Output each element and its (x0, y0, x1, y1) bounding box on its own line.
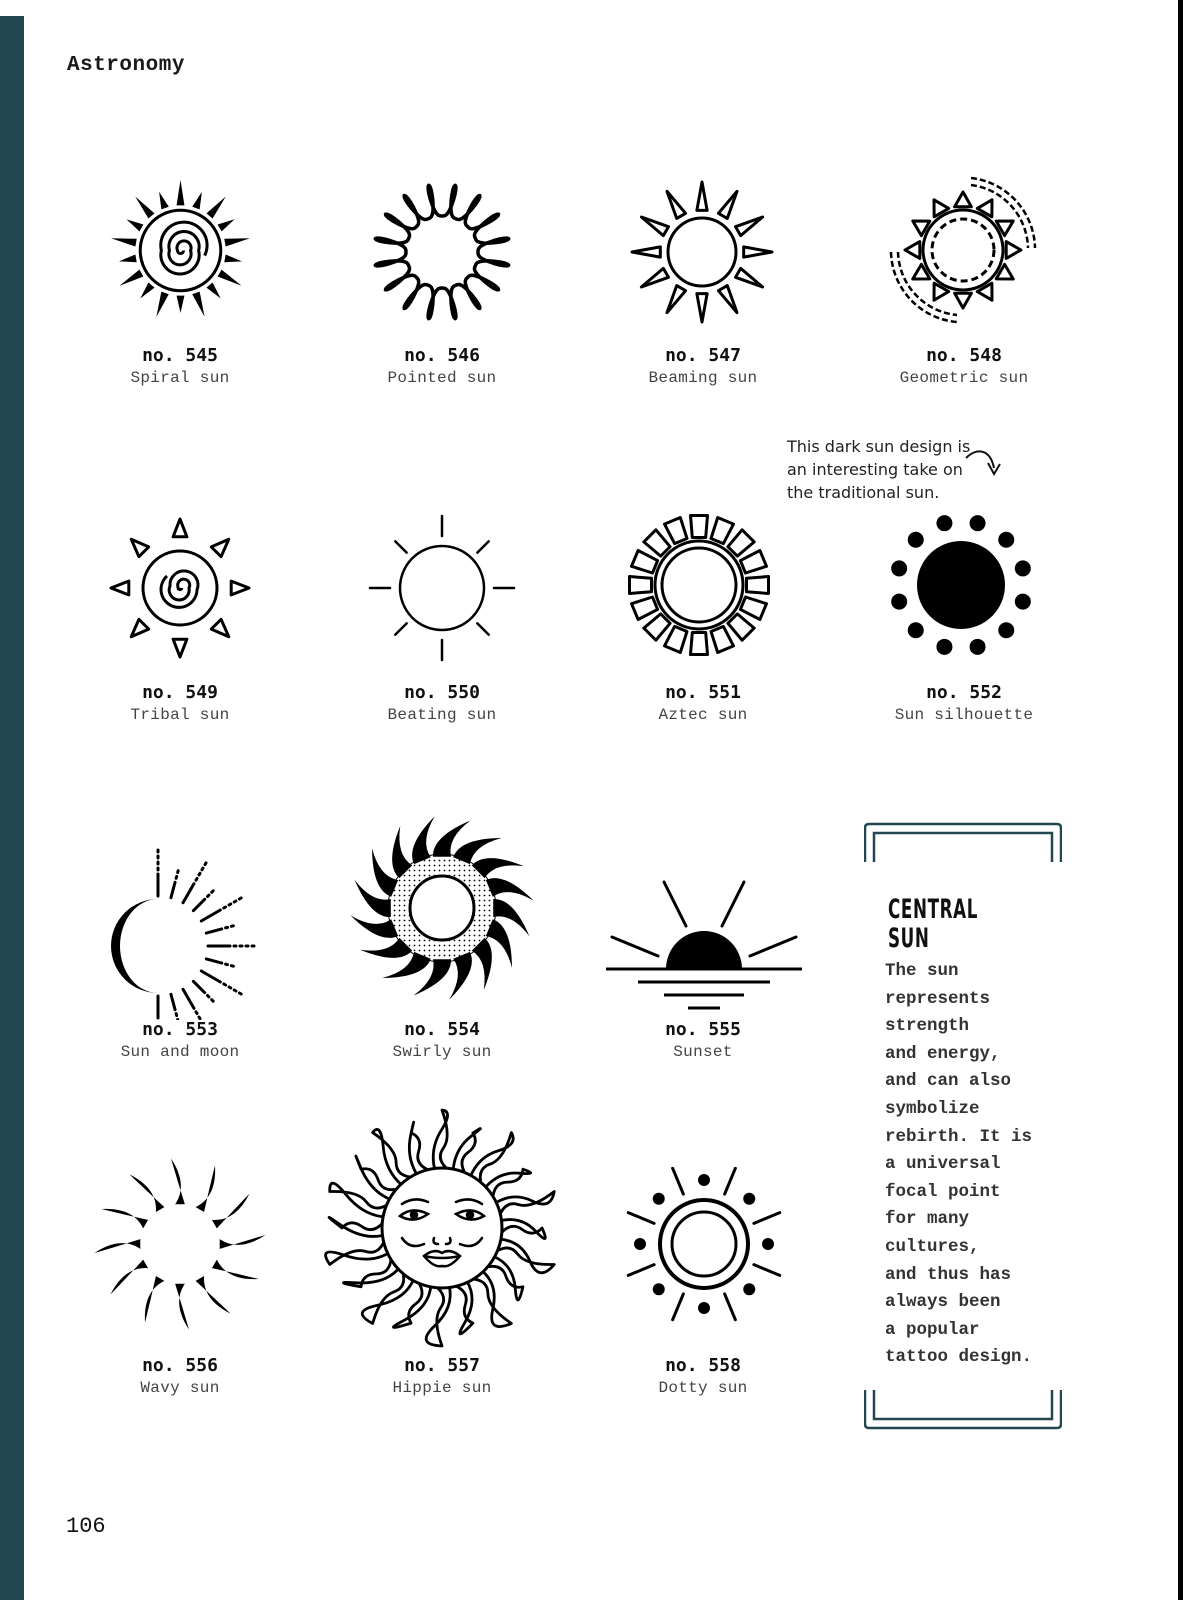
dot (970, 639, 986, 655)
block (630, 577, 652, 594)
ray (697, 294, 707, 322)
ray (641, 268, 668, 287)
ray (171, 1158, 185, 1204)
design-name: Sun silhouette (894, 706, 1034, 724)
ray (736, 268, 763, 287)
design-name: Dotty sun (658, 1379, 748, 1397)
block (665, 626, 688, 652)
ray (156, 292, 168, 317)
dot (891, 594, 907, 610)
block (691, 516, 708, 538)
ray (433, 1110, 449, 1170)
ray (175, 1284, 189, 1330)
ray (500, 1220, 546, 1239)
sunset-illustration (604, 872, 804, 1012)
ray (171, 994, 178, 1020)
ray (330, 1183, 390, 1217)
annotation-line: This dark sun design is (787, 437, 971, 456)
ray (110, 1260, 148, 1295)
ray (131, 619, 149, 637)
ray (495, 1239, 555, 1273)
ray (725, 1168, 736, 1194)
design-name: Geometric sun (899, 369, 1029, 387)
ray (955, 293, 972, 308)
ray (171, 871, 178, 898)
wavy-sun-illustration (92, 1156, 268, 1332)
ray (632, 247, 660, 257)
ray (101, 1209, 148, 1229)
design-caption-554 (332, 1019, 552, 1063)
sidebar-title-line: CENTRAL (888, 894, 979, 925)
design-caption-547 (593, 345, 813, 389)
dot (762, 1238, 774, 1250)
dot (998, 532, 1014, 548)
block (740, 551, 766, 574)
design-number: no. 554 (404, 1019, 480, 1040)
design-name: Swirly sun (392, 1043, 492, 1061)
ray (224, 254, 242, 262)
ray (495, 1192, 555, 1217)
ray (453, 1281, 473, 1334)
ray (718, 191, 737, 218)
ray (192, 192, 202, 210)
ray (725, 1294, 736, 1320)
ray (212, 1193, 250, 1228)
beaming-sun-illustration (630, 180, 774, 324)
design-name: Pointed sun (387, 369, 497, 387)
dot (1015, 560, 1031, 576)
block (644, 530, 670, 556)
ray (718, 286, 737, 313)
design-name: Sunset (673, 1043, 733, 1061)
annotation-line: an interesting take on (787, 460, 963, 479)
ray (628, 1265, 654, 1276)
dot (998, 622, 1014, 638)
dot (908, 532, 924, 548)
ray (206, 926, 233, 933)
dot (634, 1238, 646, 1250)
block (632, 551, 658, 574)
design-number: no. 547 (665, 345, 741, 366)
design-number: no. 555 (665, 1019, 741, 1040)
design-caption-545 (70, 345, 290, 389)
design-number: no. 549 (142, 682, 218, 703)
ray (736, 217, 763, 236)
dot (743, 1193, 755, 1205)
design-number: no. 552 (926, 682, 1002, 703)
ray (667, 286, 686, 313)
ray (211, 539, 229, 557)
block (711, 518, 734, 544)
design-caption-550 (332, 682, 552, 726)
design-name: Spiral sun (130, 369, 230, 387)
ray (173, 639, 187, 657)
ray (220, 1235, 266, 1249)
dot (1015, 594, 1031, 610)
design-number: no. 546 (404, 345, 480, 366)
ray (193, 891, 213, 911)
ray (395, 623, 406, 634)
ray (744, 247, 772, 257)
ray (955, 192, 972, 207)
ray (667, 191, 686, 218)
ray (145, 1276, 165, 1323)
hippie-sun-illustration (320, 1106, 564, 1350)
design-number: no. 548 (926, 345, 1002, 366)
curved-arrow-down-icon (962, 446, 1006, 482)
design-name: Hippie sun (392, 1379, 492, 1397)
design-caption-558 (593, 1355, 813, 1399)
dot (653, 1283, 665, 1295)
design-name: Sun and moon (120, 1043, 240, 1061)
ray (183, 863, 206, 903)
dot (743, 1283, 755, 1295)
dotty-sun-illustration (620, 1160, 788, 1328)
ray (628, 1213, 654, 1224)
design-number: no. 550 (404, 682, 480, 703)
page-edge-strip (0, 16, 24, 1600)
design-number: no. 551 (665, 682, 741, 703)
design-caption-553 (70, 1019, 290, 1063)
aztec-sun-illustration (626, 512, 772, 658)
ray (111, 238, 137, 246)
ray (177, 180, 185, 205)
dot (891, 560, 907, 576)
ray (409, 1122, 431, 1175)
dot (908, 622, 924, 638)
dot (653, 1193, 665, 1205)
spiral-sun-illustration (108, 178, 253, 323)
ray (119, 270, 143, 286)
block (644, 614, 670, 640)
ray (206, 197, 225, 219)
block (711, 626, 734, 652)
sidebar-body: The sun represents strength and energy, and can also symbolize rebirth. It is a universal focal point for many cultures, and thus has always been a popular tattoo design. (885, 961, 1033, 1368)
design-caption-546 (332, 345, 552, 389)
ray (126, 219, 143, 231)
ray (173, 519, 187, 537)
ray (754, 1265, 780, 1276)
block (728, 530, 754, 556)
ray (329, 1217, 384, 1236)
swirly-sun-illustration (346, 812, 538, 1004)
ray (1006, 242, 1021, 259)
ray (211, 619, 229, 637)
sidebar-title-line: SUN (888, 923, 930, 954)
beating-sun-illustration (368, 514, 516, 662)
design-number: no. 557 (404, 1355, 480, 1376)
ray (201, 971, 241, 994)
ray (94, 1239, 140, 1253)
design-number: no. 558 (665, 1355, 741, 1376)
annotation-line: the traditional sun. (787, 483, 940, 502)
ray (231, 581, 249, 595)
sun-silhouette-illustration (884, 508, 1038, 662)
ray (905, 242, 920, 259)
design-caption-555 (593, 1019, 813, 1063)
dot (936, 515, 952, 531)
ray (201, 898, 241, 921)
design-caption-551 (593, 682, 813, 726)
block (728, 614, 754, 640)
page-number: 106 (66, 1514, 106, 1539)
dot (698, 1302, 710, 1314)
ray (673, 1294, 684, 1320)
pointed-sun-illustration (368, 178, 516, 326)
ray (326, 1239, 390, 1264)
ray (119, 254, 137, 262)
ray (131, 539, 149, 557)
dot (970, 515, 986, 531)
block (665, 518, 688, 544)
ray (206, 959, 233, 966)
ray (206, 283, 220, 299)
ray (192, 292, 204, 317)
dot (698, 1174, 710, 1186)
ray (218, 219, 235, 231)
design-caption-549 (70, 682, 290, 726)
ray (697, 182, 707, 210)
dot (936, 639, 952, 655)
ray (196, 1165, 216, 1212)
ray (135, 197, 154, 219)
design-number: no. 556 (142, 1355, 218, 1376)
ray (395, 541, 406, 552)
ray (754, 1213, 780, 1224)
ray (218, 270, 242, 286)
block (740, 597, 766, 620)
ray (641, 217, 668, 236)
annotation-note (787, 435, 977, 504)
block (747, 577, 769, 594)
ray (224, 238, 250, 246)
block (691, 633, 708, 655)
block (632, 597, 658, 620)
ray (193, 981, 213, 1001)
geometric-sun-illustration (884, 172, 1042, 328)
ray (477, 623, 488, 634)
page-right-border (1178, 0, 1183, 1600)
design-name: Wavy sun (140, 1379, 220, 1397)
ray (111, 581, 129, 595)
design-caption-548 (854, 345, 1074, 389)
design-name: Beating sun (387, 706, 497, 724)
sidebar-title (888, 895, 978, 953)
ray (673, 1168, 684, 1194)
design-name: Beaming sun (648, 369, 758, 387)
sun-and-moon-illustration (106, 826, 258, 1020)
ray (196, 1276, 231, 1314)
ray (177, 296, 185, 313)
design-number: no. 545 (142, 345, 218, 366)
design-caption-557 (332, 1355, 552, 1399)
ray (140, 283, 154, 299)
ray (477, 541, 488, 552)
design-name: Aztec sun (658, 706, 748, 724)
design-caption-556 (70, 1355, 290, 1399)
design-caption-552 (854, 682, 1074, 726)
design-number: no. 553 (142, 1019, 218, 1040)
ray (183, 989, 206, 1020)
ray (129, 1174, 164, 1212)
design-name: Tribal sun (130, 706, 230, 724)
section-title: Astronomy (67, 54, 185, 77)
tribal-sun-illustration (106, 514, 254, 662)
ray (159, 192, 169, 210)
ray (212, 1260, 259, 1280)
